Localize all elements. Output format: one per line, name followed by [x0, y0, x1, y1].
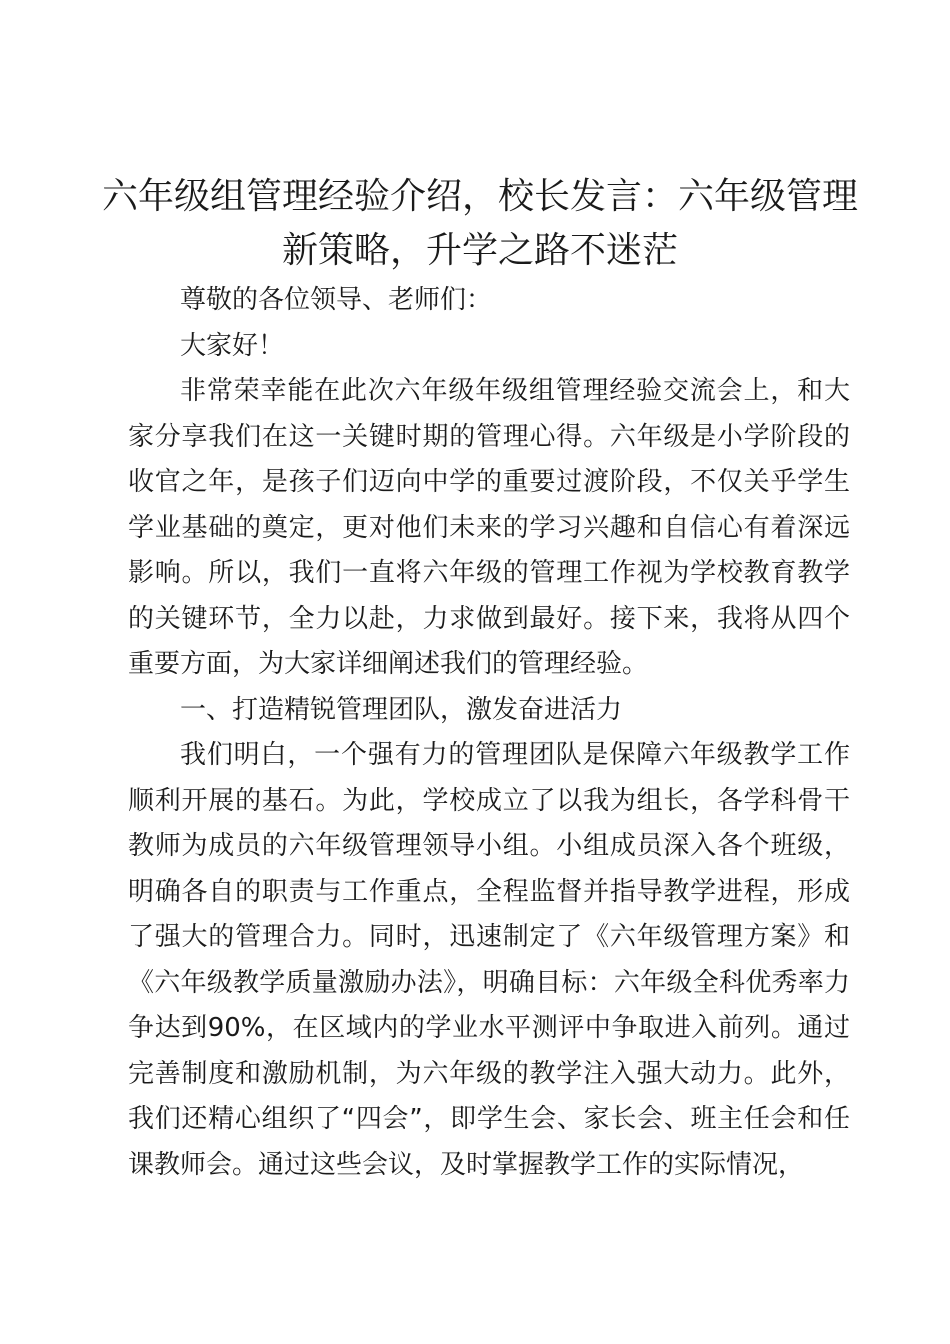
document-title: 六年级组管理经验介绍，校长发言：六年级管理新策略，升学之路不迷茫 — [101, 176, 858, 271]
greeting: 大家好！ — [180, 330, 285, 361]
section-paragraph: 我们明白，一个强有力的管理团队是保障六年级教学工作顺利开展的基石。为此，学校成立了以我为组长，各学科骨干教师为成员的六年级管理领导小组。小组成员深入各个班级，明确各自的职责与工作重点，全程监督并指导教学进程，形成了强大的管理合力。同时，迅速制定了《六年级管理方案》和《六年级教学质量激励办法》，明确目标：六年级全科优秀率力争达到90%，在区域内的学业水平测评中争取进入前列。通过完善制度和激励机制，为六年级的教学注入强大动力。此外，我们还精心组织了“四会”，即学生会、家长会、班主任会和任课教师会。通过这些会议，及时掌握教学工作的实际情况， — [128, 740, 850, 1180]
salutation: 尊敬的各位领导、老师们： — [180, 285, 493, 315]
section-heading: 一、打造精锐管理团队，激发奋进活力 — [180, 694, 623, 725]
intro-paragraph: 非常荣幸能在此次六年级年级组管理经验交流会上，和大家分享我们在这一关键时期的管理心得。六年级是小学阶段的收官之年，是孩子们迈向中学的重要过渡阶段，不仅关乎学生学业基础的奠定，更对他们未来的学习兴趣和自信心有着深远影响。所以，我们一直将六年级的管理工作视为学校教育教学的关键环节，全力以赴，力求做到最好。接下来，我将从四个重要方面，为大家详细阐述我们的管理经验。 — [128, 376, 850, 679]
document-body — [128, 278, 850, 1188]
